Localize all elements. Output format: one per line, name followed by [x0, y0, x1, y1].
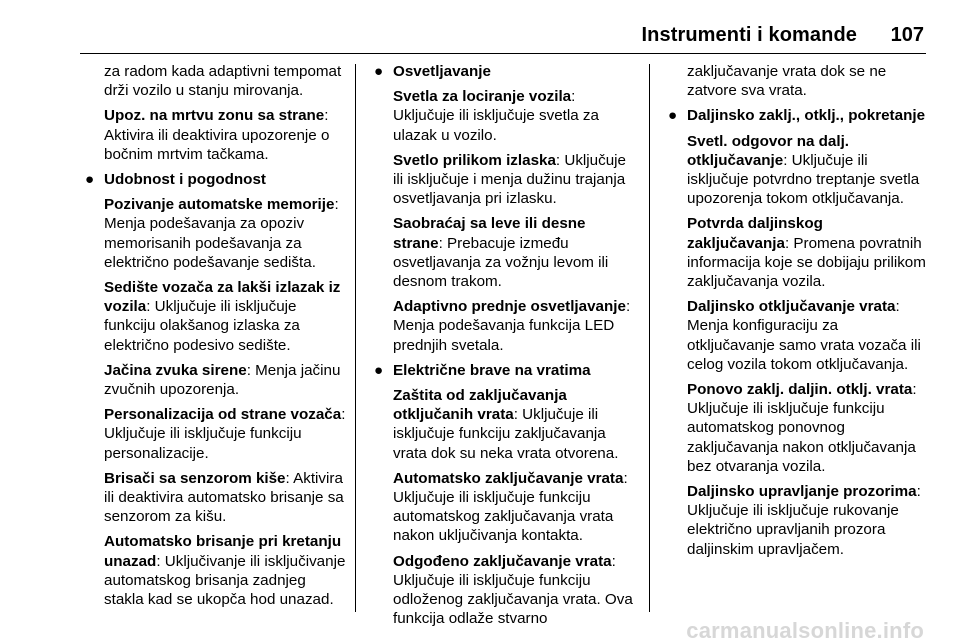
setting-desc: : Menja jačinu zvučnih upozorenja. [104, 361, 341, 399]
setting-desc: : Promena povratnih informacija koje se dobijaju prilikom zaključavanja vozila. [687, 234, 926, 291]
setting-item [393, 214, 638, 291]
setting-item [393, 552, 638, 629]
setting-term: Svetla za lociranje vozila [393, 88, 572, 106]
bullet-icon: ● [374, 63, 384, 80]
setting-term: Brisači sa senzorom kiše [104, 469, 286, 487]
setting-term: Daljinsko otključavanje vrata [687, 298, 896, 316]
setting-desc: : Uključuje ili isključuje i menja dužinu trajanja osvetljavanja pri izlasku. [393, 151, 626, 208]
column-3 [667, 62, 929, 565]
bullet-icon: ● [374, 361, 384, 379]
setting-desc: : Menja konfiguraciju za otključavanje samo vrata vozača ili celog vozila tokom otključavanja. [687, 298, 921, 373]
section-title: Instrumenti i komande [641, 24, 857, 46]
setting-item [393, 151, 638, 209]
bullet-icon: ● [85, 171, 95, 189]
setting-item [687, 482, 929, 559]
column-divider-1 [355, 64, 356, 612]
setting-item [104, 278, 346, 355]
setting-term: Zaštita od zaključavanja otključanih vrata [393, 387, 567, 424]
setting-item [104, 469, 346, 527]
setting-item [104, 532, 346, 609]
setting-desc: : Uključuje ili isključuje rukovanje električno upravljanih prozora daljinskim upravljačem. [687, 483, 921, 558]
setting-item [104, 405, 346, 463]
header-rule [80, 53, 926, 54]
setting-desc: : Uključuje ili isključuje funkciju odloženog zaključavanja vrata. Ova funkcija odlaže stvarno [393, 552, 633, 628]
setting-term: Sedište vozača za lakši izlazak iz vozila [104, 279, 341, 316]
setting-desc: : Aktivira ili deaktivira upozorenje o bočnim mrtvim tačkama. [104, 107, 330, 163]
setting-item [687, 297, 929, 374]
setting-desc: : Uključivanje ili isključivanje automatskog brisanja zadnjeg stakla kad se ukopča hod unazad. [104, 552, 346, 609]
column-divider-2 [649, 64, 650, 612]
setting-item [393, 297, 638, 355]
paragraph: zaključavanje vrata dok se ne zatvore sva vrata. [687, 63, 887, 100]
setting-desc: : Menja podešavanja funkcija LED prednjih svetala. [393, 298, 631, 354]
setting-term: Personalizacija od strane vozača [104, 406, 342, 424]
setting-item [687, 380, 929, 476]
setting-item [393, 386, 638, 463]
paragraph: za radom kada adaptivni tempomat drži vozilo u stanju mirovanja. [104, 63, 342, 100]
setting-item [393, 469, 638, 546]
setting-item [687, 214, 929, 291]
setting-term: Odgođeno zaključavanje vrata [393, 552, 612, 570]
setting-desc: : Uključuje ili isključuje funkciju personalizacije. [104, 406, 346, 462]
setting-term: Jačina zvuka sirene [104, 361, 247, 379]
setting-term: Adaptivno prednje osvetljavanje [393, 298, 626, 316]
setting-item [104, 106, 346, 164]
bullet-heading: ● Osvetljavanje [374, 63, 491, 80]
setting-term: Potvrda daljinskog zaključavanja [687, 215, 823, 252]
setting-desc: : Uključuje ili isključuje potvrdno treptanje svetla upozorenja tokom otključavanja. [687, 151, 920, 208]
setting-item [104, 195, 346, 272]
bullet-heading: ● Električne brave na vratima [374, 361, 591, 379]
bullet-icon: ● [668, 107, 678, 125]
bullet-heading: ● Udobnost i pogodnost [85, 171, 266, 189]
setting-term: Ponovo zaklj. daljin. otklj. vrata [687, 381, 913, 399]
setting-term: Svetl. odgovor na dalj. otključavanje [687, 132, 850, 169]
setting-desc: : Uključuje ili isključuje funkciju automatskog ponovnog zaključavanja nakon otključavanja bez otvaranja vozila. [687, 381, 917, 475]
watermark: carmanualsonline.info [686, 618, 924, 643]
page-header [0, 0, 960, 60]
column-2 [373, 62, 638, 634]
setting-term: Automatsko brisanje pri kretanju unazad [104, 533, 342, 570]
setting-desc: : Aktivira ili deaktivira automatsko brisanje sa senzorom za kišu. [104, 469, 344, 526]
column-1 [84, 62, 346, 615]
bullet-heading: ● Daljinsko zaklj., otklj., pokretanje [668, 107, 926, 125]
setting-desc: : Uključuje ili isključuje svetla za ulazak u vozilo. [393, 88, 599, 144]
setting-desc: : Uključuje ili isključuje funkciju automatskog zaključavanja vrata nakon uključivanja kontakta. [393, 469, 628, 545]
setting-item [687, 132, 929, 209]
page-number: 107 [890, 24, 924, 46]
setting-term: Saobraćaj sa leve ili desne strane [393, 215, 586, 252]
setting-desc: : Menja podešavanja za opoziv memorisanih podešavanja za električno podešavanje sedišta. [104, 196, 339, 271]
setting-term: Automatsko zaključavanje vrata [393, 469, 624, 487]
setting-term: Upoz. na mrtvu zonu sa strane [104, 107, 325, 125]
setting-term: Daljinsko upravljanje prozorima [687, 483, 917, 501]
setting-term: Pozivanje automatske memorije [104, 196, 335, 214]
setting-desc: : Prebacuje između osvetljavanja za vožnju levom ili desnom trakom. [393, 234, 609, 291]
setting-item [393, 87, 638, 145]
setting-desc: : Uključuje ili isključuje funkciju zaključavanja vrata dok su neka vrata otvorena. [393, 406, 619, 462]
setting-term: Svetlo prilikom izlaska [393, 151, 556, 169]
setting-desc: : Uključuje ili isključuje funkciju olakšanog izlaska za električno podesivo sedište. [104, 298, 300, 354]
setting-item [104, 361, 346, 399]
